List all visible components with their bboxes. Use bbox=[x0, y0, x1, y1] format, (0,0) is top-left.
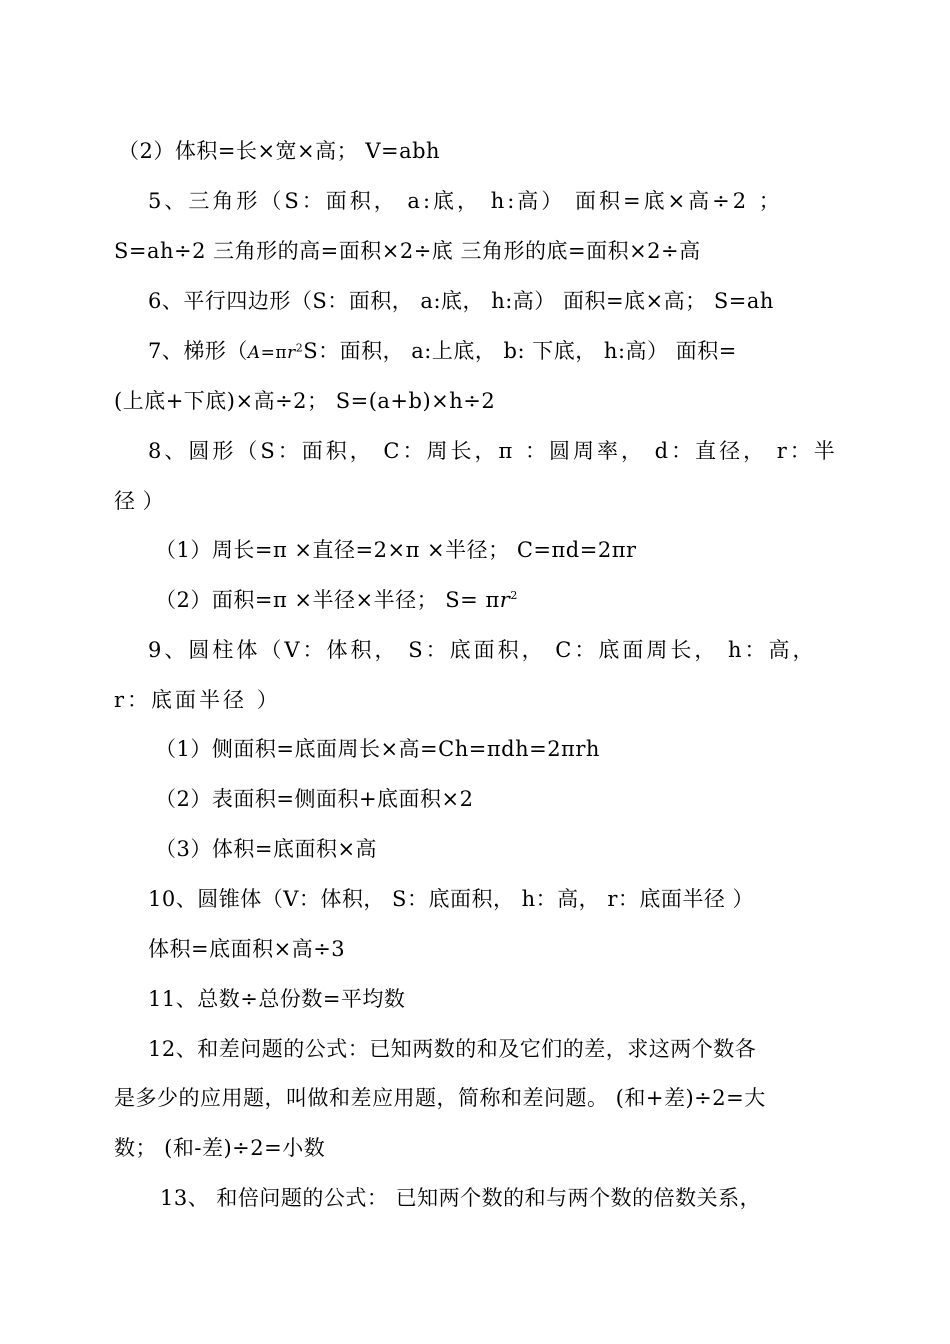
text-line-parallelogram: 6、平行四边形（S：面积， a:底， h:高） 面积=底×高； S=ah bbox=[148, 289, 774, 313]
text-line-sum-diff: 12、和差问题的公式：已知两数的和及它们的差，求这两个数各 bbox=[148, 1037, 757, 1061]
formula-r: r bbox=[287, 343, 296, 363]
text-line-trapezoid bbox=[148, 338, 737, 366]
text-line-surface-area: （2）表面积=侧面积+底面积×2 bbox=[155, 787, 474, 811]
circle-exp: 2 bbox=[510, 589, 518, 602]
text-line-triangle: 5、三角形（S：面积， a:底， h:高） 面积=底×高÷2 ； bbox=[148, 189, 783, 213]
text-line-circle-area bbox=[155, 587, 518, 613]
text-line-trapezoid-formula: (上底+下底)×高÷2； S=(a+b)×h÷2 bbox=[114, 389, 496, 413]
text-line-sum-diff-end: 数； (和-差)÷2=小数 bbox=[114, 1136, 326, 1160]
text-line-cone: 10、圆锥体（V：体积， S：底面积， h：高， r：底面半径 ） bbox=[148, 887, 755, 911]
circle-pi: π bbox=[485, 588, 500, 612]
text-line-average: 11、总数÷总份数=平均数 bbox=[148, 987, 406, 1011]
text-line-circle-cont: 径 ） bbox=[114, 489, 165, 513]
text-line-circle: 8、圆形（S：面积， C：周长，π ：圆周率， d：直径， r：半 bbox=[148, 439, 838, 463]
text-line-sum-diff-cont: 是多少的应用题，叫做和差应用题，简称和差问题。 (和+差)÷2=大 bbox=[114, 1086, 766, 1110]
trapezoid-rest: S：面积， a:上底， b: 下底， h:高） 面积= bbox=[303, 339, 737, 363]
text-line-cylinder: 9、圆柱体（V：体积， S：底面积， C：底面周长， h：高， bbox=[148, 638, 817, 662]
text-line-circumference: （1）周长=π ×直径=2×π ×半径； C=πd=2πr bbox=[155, 538, 637, 562]
formula-inline bbox=[248, 343, 303, 363]
trapezoid-prefix: 7、梯形（ bbox=[148, 339, 248, 363]
text-line-cylinder-cont: r：底面半径 ） bbox=[114, 688, 281, 712]
text-line-cylinder-volume: （3）体积=底面积×高 bbox=[155, 837, 378, 861]
text-line-volume: （2）体积=长×宽×高； V=abh bbox=[118, 139, 441, 163]
formula-a: A bbox=[247, 343, 261, 363]
circle-area-text: （2）面积=π ×半径×半径； S= bbox=[155, 588, 479, 612]
formula-exp: 2 bbox=[295, 341, 304, 355]
text-line-lateral-area: （1）侧面积=底面周长×高=Ch=πdh=2πrh bbox=[155, 737, 600, 761]
formula-eq: =π bbox=[260, 343, 288, 363]
text-line-sum-multiple: 13、 和倍问题的公式： 已知两个数的和与两个数的倍数关系， bbox=[160, 1186, 762, 1210]
text-line-cone-volume: 体积=底面积×高÷3 bbox=[148, 937, 346, 961]
circle-area-formula bbox=[485, 588, 517, 612]
text-line-triangle-formulas: S=ah÷2 三角形的高=面积×2÷底 三角形的底=面积×2÷高 bbox=[114, 239, 701, 263]
circle-r: r bbox=[499, 588, 511, 612]
